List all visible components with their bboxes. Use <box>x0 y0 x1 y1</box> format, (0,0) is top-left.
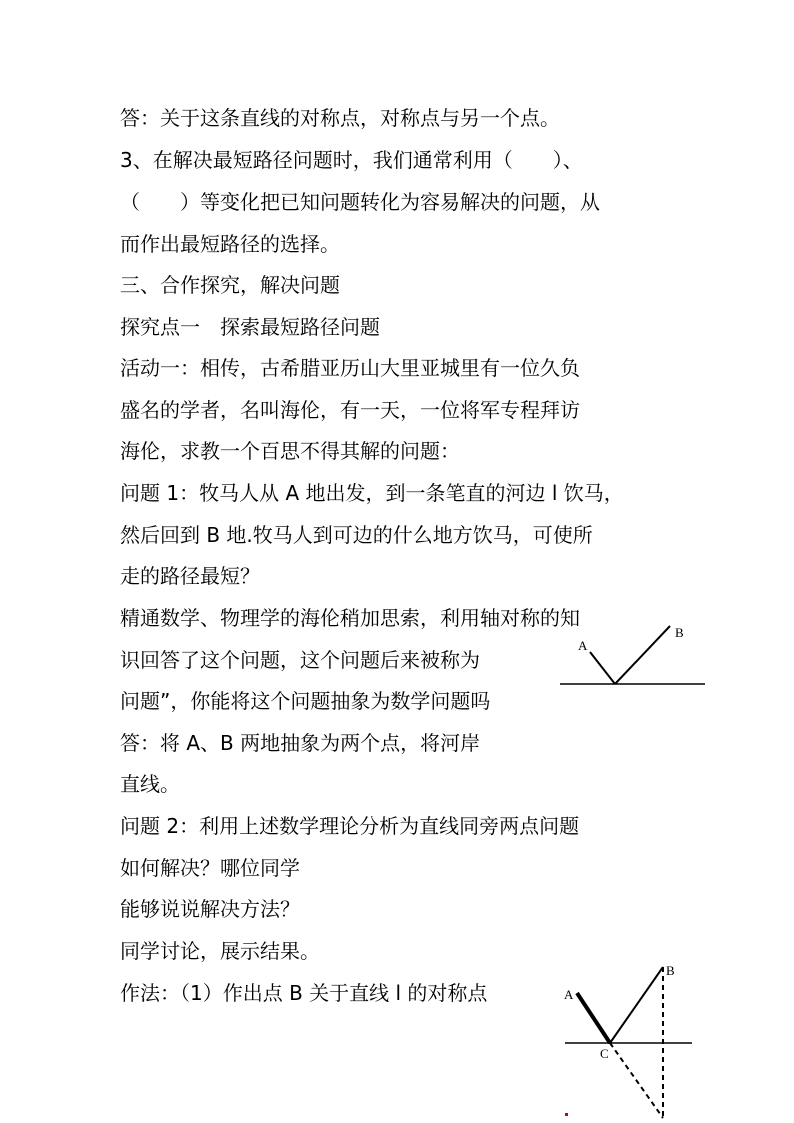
segment-cb <box>610 967 663 1043</box>
text-line-20: 能够说说解决方法？ <box>120 897 300 921</box>
point-c-label: C <box>600 1046 609 1061</box>
text-line-19: 如何解决？哪位同学 <box>120 856 300 880</box>
text-line-5: 三、合作探究，解决问题 <box>120 273 340 297</box>
text-line-14: 识回答了这个问题，这个问题后来被称为 <box>120 648 480 672</box>
point-a-label: A <box>578 638 588 653</box>
text-line-13: 精通数学、物理学的海伦稍加思索，利用轴对称的知 <box>120 606 580 630</box>
text-line-7: 活动一：相传，古希腊亚历山大里亚城里有一位久负 <box>120 356 580 380</box>
point-a-label: A <box>564 987 574 1002</box>
segment-ac <box>577 993 610 1043</box>
text-line-6: 探究点一 探索最短路径问题 <box>120 315 380 339</box>
text-line-9: 海伦，求教一个百思不得其解的问题： <box>120 439 460 463</box>
text-line-18: 问题 2：利用上述数学理论分析为直线同旁两点问题 <box>120 814 580 838</box>
segment-c-reflection <box>610 1043 663 1118</box>
text-line-2: 3、在解决最短路径问题时，我们通常利用（ ）、 <box>120 148 583 172</box>
text-line-11: 然后回到 B 地.牧马人到可边的什么地方饮马，可使所 <box>120 523 593 547</box>
text-line-21: 同学讨论，展示结果。 <box>120 939 320 963</box>
text-line-12: 走的路径最短？ <box>120 564 260 588</box>
point-b-label: B <box>666 963 675 978</box>
red-mark <box>565 1113 568 1116</box>
path-segment-a <box>590 652 615 684</box>
text-line-3: （ ）等变化把已知问题转化为容易解决的问题，从 <box>120 190 600 214</box>
figure-construction <box>560 955 700 1123</box>
figure-river-path <box>560 612 710 697</box>
text-line-22: 作法：（1）作出点 B 关于直线 l 的对称点 <box>120 981 488 1005</box>
text-line-8: 盛名的学者，名叫海伦，有一天，一位将军专程拜访 <box>120 398 580 422</box>
text-line-16: 答：将 A、B 两地抽象为两个点，将河岸 <box>120 731 481 755</box>
path-segment-b <box>615 626 670 684</box>
text-line-4: 而作出最短路径的选择。 <box>120 232 340 256</box>
point-b-label: B <box>675 625 684 640</box>
text-line-15: 问题”，你能将这个问题抽象为数学问题吗 <box>120 689 491 713</box>
text-line-1: 答：关于这条直线的对称点，对称点与另一个点。 <box>120 106 560 130</box>
text-line-10: 问题 1：牧马人从 A 地出发，到一条笔直的河边 l 饮马， <box>120 481 624 505</box>
text-line-17: 直线。 <box>120 772 180 796</box>
